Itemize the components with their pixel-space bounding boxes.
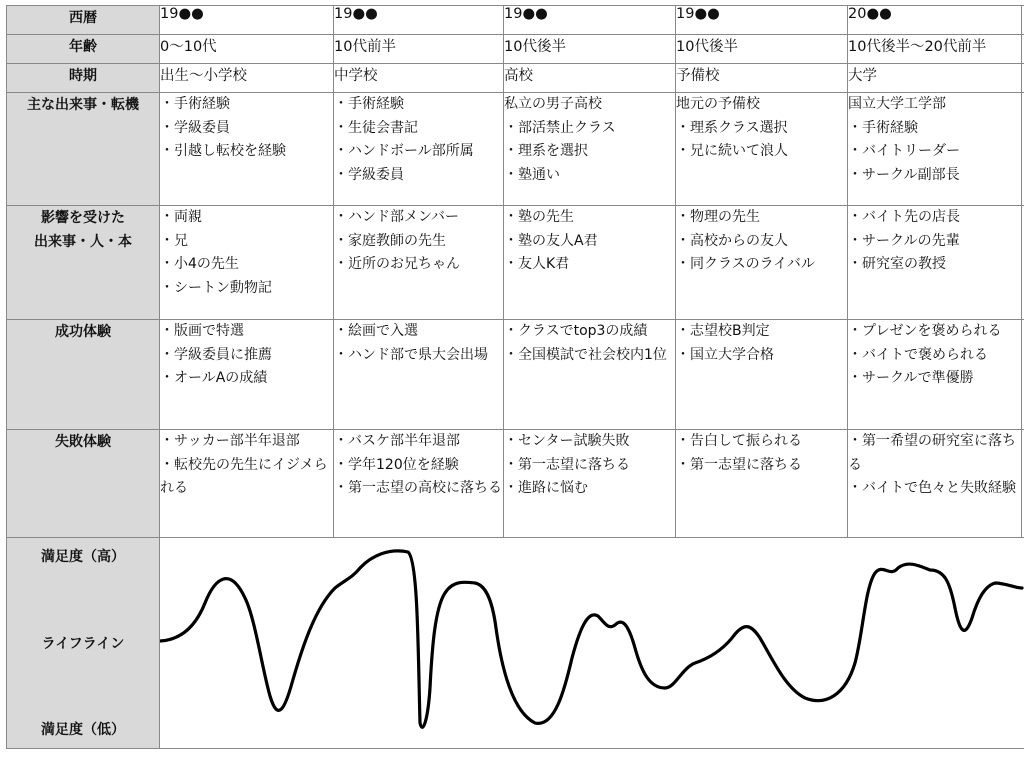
cell-line: ・生徒会書記 (334, 119, 418, 136)
cell-line: ・理系クラス選択 (676, 119, 788, 136)
cell-line: ・クラスでtop3の成績 (504, 323, 648, 339)
cell-line: 私立の男子高校 (504, 96, 602, 112)
cell-line: ・第一希望の研究室に落ちる (848, 433, 1016, 473)
cell-line: ・物理の先生 (676, 209, 760, 225)
events-header: 主な出来事・転機 (7, 93, 160, 206)
influence-header-line: 出来事・人・本 (34, 234, 132, 250)
cell-line: ・ハンド部で県大会出場 (334, 346, 488, 363)
age-cell: 10代後半 (504, 35, 676, 64)
events-cell (848, 93, 1022, 206)
failure-cell (504, 430, 676, 538)
cell-line: ・告白して振られる (676, 433, 802, 449)
era-cell: 19●● (160, 6, 334, 35)
cell-line: ・研究室の教授 (848, 256, 946, 272)
cell-line: ・第一志望の高校に落ちる (334, 480, 502, 496)
cell-line: ・バイトで色々と失敗経験 (848, 480, 1016, 496)
cell-line: ・バイトで褒められる (848, 346, 988, 363)
influence-cell (504, 206, 676, 320)
cell-line: ・プレゼンを褒められる (848, 323, 1002, 339)
period-cell: 出生〜小学校 (160, 64, 334, 93)
cell-line: ・友人K君 (504, 256, 570, 272)
era-cell: 19●● (504, 6, 676, 35)
era-header: 西暦 (7, 6, 160, 35)
cell-line: 国立大学工学部 (848, 96, 946, 112)
cell-line: ・両親 (160, 209, 202, 225)
success-cell (504, 320, 676, 430)
cell-line: ・学級委員に推薦 (160, 346, 272, 363)
cell-line: ・高校からの友人 (676, 232, 788, 249)
cell-line: ・シートン動物記 (160, 279, 272, 296)
cell-line: ・バイトリーダー (848, 143, 960, 159)
lifeline-row (7, 538, 1024, 749)
cell-line: ・手術経験 (160, 96, 230, 112)
success-cell (160, 320, 334, 430)
cell-line: ・バスケ部半年退部 (334, 433, 460, 449)
cell-line: ・サッカー部半年退部 (160, 433, 300, 449)
failure-cell (848, 430, 1022, 538)
cell-line: ・センター試験失敗 (504, 433, 630, 449)
success-cell (334, 320, 504, 430)
cell-line: ・版画で特選 (160, 323, 244, 339)
period-header: 時期 (7, 64, 160, 93)
era-row (7, 6, 1024, 35)
cell-line: ・第一志望に落ちる (504, 456, 630, 473)
lifeline-header (7, 538, 160, 749)
success-cell (848, 320, 1022, 430)
lifeline-curve (160, 551, 1022, 727)
cell-line: ・同クラスのライバル (676, 256, 815, 272)
cell-line: ・塾の友人A君 (504, 232, 598, 249)
period-row (7, 64, 1024, 93)
cell-line: ・転校先の先生にイジメられる (160, 456, 328, 496)
events-cell (676, 93, 848, 206)
success-header: 成功体験 (7, 320, 160, 430)
cell-line: ・部活禁止クラス (504, 119, 616, 136)
cell-line: 地元の予備校 (676, 96, 760, 112)
cell-line: ・サークルの先輩 (848, 232, 960, 249)
success-cell (676, 320, 848, 430)
period-cell: 大学 (848, 64, 1022, 93)
period-cell: 高校 (504, 64, 676, 93)
influence-header-line: 影響を受けた (41, 210, 125, 226)
failure-row (7, 430, 1024, 538)
cell-line: ・ハンドボール部所属 (334, 143, 474, 159)
cell-line: ・サークル副部長 (848, 166, 960, 183)
events-row (7, 93, 1024, 206)
cell-line: ・バイト先の店長 (848, 209, 960, 225)
cell-line: ・近所のお兄ちゃん (334, 256, 460, 272)
failure-cell (334, 430, 504, 538)
cell-line: ・小4の先生 (160, 256, 239, 272)
age-cell: 10代後半〜20代前半 (848, 35, 1022, 64)
cell-line: ・進路に悩む (504, 480, 588, 496)
cell-line: ・手術経験 (334, 96, 404, 112)
age-row (7, 35, 1024, 64)
failure-cell (160, 430, 334, 538)
lifeline-label: ライフライン (41, 636, 125, 652)
age-cell: 10代前半 (334, 35, 504, 64)
cell-line: ・国立大学合格 (676, 346, 774, 363)
cell-line: ・志望校B判定 (676, 323, 770, 339)
cell-line: ・兄 (160, 232, 188, 249)
cell-line: ・学級委員 (160, 119, 230, 136)
influence-cell (848, 206, 1022, 320)
cell-line: ・学年120位を経験 (334, 456, 459, 473)
age-cell: 10代後半 (676, 35, 848, 64)
cell-line: ・塾通い (504, 166, 560, 183)
satisfaction-high-label: 満足度（高） (41, 549, 125, 565)
cell-line: ・第一志望に落ちる (676, 456, 802, 473)
influence-cell (334, 206, 504, 320)
cell-line: ・塾の先生 (504, 209, 574, 225)
period-cell: 予備校 (676, 64, 848, 93)
life-chart-table (6, 5, 1024, 749)
cell-line: ・手術経験 (848, 119, 918, 136)
satisfaction-low-label: 満足度（低） (41, 722, 125, 738)
events-cell (504, 93, 676, 206)
cell-line: ・兄に続いて浪人 (676, 143, 788, 159)
cell-line: ・ハンド部メンバー (334, 209, 460, 225)
cell-line: ・引越し転校を経験 (160, 143, 286, 159)
era-cell: 20●● (848, 6, 1022, 35)
failure-header: 失敗体験 (7, 430, 160, 538)
influence-cell (676, 206, 848, 320)
failure-cell (676, 430, 848, 538)
cell-line: ・絵画で入選 (334, 323, 418, 339)
influence-row (7, 206, 1024, 320)
influence-cell (160, 206, 334, 320)
cell-line: ・家庭教師の先生 (334, 232, 446, 249)
success-row (7, 320, 1024, 430)
cell-line: ・オールAの成績 (160, 370, 268, 386)
events-cell (334, 93, 504, 206)
cell-line: ・理系を選択 (504, 143, 588, 159)
age-cell: 0〜10代 (160, 35, 334, 64)
period-cell: 中学校 (334, 64, 504, 93)
era-cell: 19●● (334, 6, 504, 35)
cell-line: ・全国模試で社会校内1位 (504, 346, 667, 363)
cell-line: ・学級委員 (334, 166, 404, 183)
age-header: 年齢 (7, 35, 160, 64)
events-cell (160, 93, 334, 206)
lifeline-curve-svg (160, 538, 1024, 748)
era-cell: 19●● (676, 6, 848, 35)
cell-line: ・サークルで準優勝 (848, 370, 974, 386)
lifeline-area (160, 538, 1024, 749)
influence-header (7, 206, 160, 320)
